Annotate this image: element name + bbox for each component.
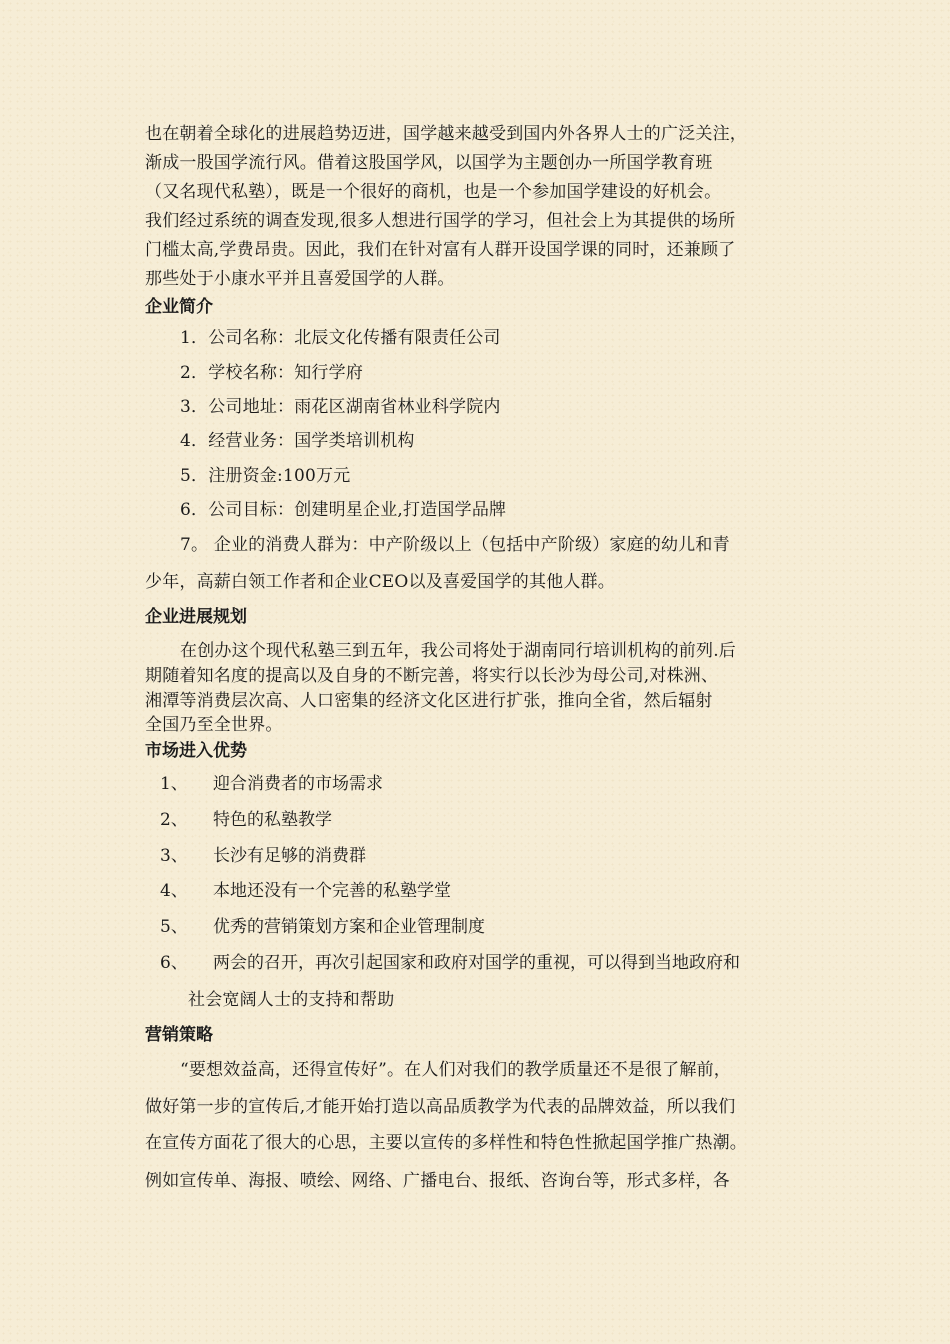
advantage-number: 5、: [160, 917, 188, 937]
section-heading-plan: 企业进展规划: [145, 607, 247, 627]
company-intro-item: 5．注册资金:100万元: [180, 466, 351, 486]
advantage-text: 本地还没有一个完善的私塾学堂: [213, 881, 451, 901]
advantage-text: 迎合消费者的市场需求: [213, 774, 383, 794]
plan-line: 期随着知名度的提高以及自身的不断完善，将实行以长沙为母公司,对株洲、: [145, 666, 719, 686]
intro-line: 门槛太高,学费昂贵。因此，我们在针对富有人群开设国学课的同时，还兼顾了: [145, 240, 736, 260]
company-intro-item: 3．公司地址：雨花区湖南省林业科学院内: [180, 397, 501, 417]
advantage-text: 特色的私塾教学: [213, 810, 332, 830]
plan-line: 在创办这个现代私塾三到五年，我公司将处于湖南同行培训机构的前列.后: [180, 641, 737, 661]
company-intro-item: 1．公司名称：北辰文化传播有限责任公司: [180, 328, 501, 348]
marketing-line: 做好第一步的宣传后,才能开始打造以高品质教学为代表的品牌效益，所以我们: [145, 1097, 736, 1117]
section-heading-advantages: 市场进入优势: [145, 741, 247, 761]
intro-line: （又名现代私塾），既是一个很好的商机，也是一个参加国学建设的好机会。: [145, 182, 722, 202]
advantage-text: 两会的召开，再次引起国家和政府对国学的重视，可以得到当地政府和: [213, 953, 740, 973]
section-heading-marketing: 营销策略: [145, 1025, 213, 1045]
marketing-line: 在宣传方面花了很大的心思，主要以宣传的多样性和特色性掀起国学推广热潮。: [145, 1133, 747, 1153]
company-intro-item: 6．公司目标：创建明星企业,打造国学品牌: [180, 500, 507, 520]
marketing-line: “要想效益高，还得宣传好”。在人们对我们的教学质量还不是很了解前，: [180, 1060, 731, 1080]
intro-line: 那些处于小康水平并且喜爱国学的人群。: [145, 269, 455, 289]
advantage-number: 3、: [160, 846, 188, 866]
intro-line: 也在朝着全球化的进展趋势迈进，国学越来越受到国内外各界人士的广泛关注，: [145, 124, 747, 144]
section-heading-company-intro: 企业简介: [145, 297, 213, 317]
plan-line: 全国乃至全世界。: [145, 715, 283, 735]
intro-line: 渐成一股国学流行风。借着这股国学风，以国学为主题创办一所国学教育班: [145, 153, 713, 173]
advantage-text-cont: 社会宽阔人士的支持和帮助: [188, 990, 395, 1010]
advantage-number: 1、: [160, 774, 188, 794]
advantage-number: 4、: [160, 881, 188, 901]
company-intro-item: 4．经营业务：国学类培训机构: [180, 431, 415, 451]
company-intro-item-7: 7。 企业的消费人群为：中产阶级以上（包括中产阶级）家庭的幼儿和青: [180, 535, 730, 555]
marketing-line: 例如宣传单、海报、喷绘、网络、广播电台、报纸、咨询台等，形式多样，各: [145, 1171, 730, 1191]
advantage-number: 2、: [160, 810, 188, 830]
advantage-number: 6、: [160, 953, 188, 973]
intro-line: 我们经过系统的调查发现,很多人想进行国学的学习，但社会上为其提供的场所: [145, 211, 736, 231]
company-intro-item: 2．学校名称：知行学府: [180, 363, 364, 383]
company-intro-item-7-cont: 少年，高薪白领工作者和企业CEO以及喜爱国学的其他人群。: [145, 572, 615, 592]
advantage-text: 优秀的营销策划方案和企业管理制度: [213, 917, 485, 937]
plan-line: 湘潭等消费层次高、人口密集的经济文化区进行扩张，推向全省，然后辐射: [145, 691, 713, 711]
advantage-text: 长沙有足够的消费群: [213, 846, 366, 866]
